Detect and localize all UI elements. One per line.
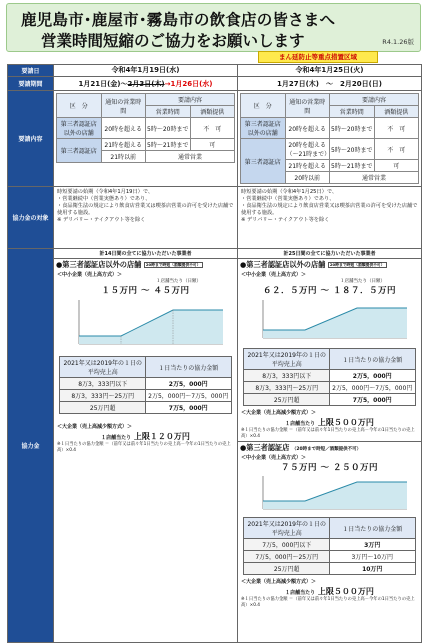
right-large2-limit: １店舗当たり 上限５００万円 <box>285 587 374 596</box>
right-range2: ７５万円 ～ ２５０万円 <box>281 463 378 473</box>
title-banner <box>6 3 421 52</box>
right-range: ６２．５万円 ～ １８７．５万円 <box>263 286 396 296</box>
left-rate-table: 2021年又は2019年の１日の平均売上高 １日当たりの協力金額 8万3，333円以下 2万5，000円 8万3，333円～25万円 2万5，000円～7万5，000円 25万円超 7万5，000円 <box>59 356 231 414</box>
right-term: 1月27日(木) ～ 2月20日(日) <box>238 77 422 91</box>
right-sme2-label: ＜中小企業（売上高方式）＞ <box>241 455 307 461</box>
request-table <box>7 64 422 643</box>
right-section2-title: ●第三者認証店 （20時まで時短／酒類提供不可） <box>238 441 421 454</box>
label-request-date: 要請日 <box>8 65 54 77</box>
left-per-store: １店舗当たり（日額） <box>156 279 201 284</box>
right-payment <box>238 249 422 643</box>
label-request-content: 要請内容 <box>8 91 54 187</box>
left-sme-label: ＜中小企業（売上高方式）＞ <box>57 272 123 278</box>
right-large2-note: ※１日当たりの協力金額 ＝（前年又は前々年1日当たりの売上高－今年の1日当たりの売上高）×0.4 <box>241 597 415 608</box>
right-rate-table2: 2021年又は2019年の１日の平均売上高 １日当たりの協力金額 7万5，000円以下 3万円 7万5，000円～25万円 3万円～10万円 25万円超 10万円 <box>243 517 415 575</box>
right-large-limit: １店舗当たり 上限５００万円 <box>285 418 374 427</box>
version-label: R4.1.26版 <box>382 38 414 46</box>
right-rate-table: 2021年又は2019年の１日の平均売上高 １日当たりの協力金額 8万3，333円以下 2万5，000円 8万3，333円～25万円 2万5，000円～7万5，000円 25万円超 7万5，000円 <box>243 348 415 406</box>
right-section1-title: ●第三者認証店以外の店舗 20時まで時短（酒類提供不可） <box>240 260 385 269</box>
left-payment-graph <box>61 296 231 354</box>
right-payment-graph2 <box>245 473 415 515</box>
label-target: 協力金の対象 <box>8 187 54 249</box>
right-per-store: １店舗当たり（日額） <box>340 279 385 284</box>
right-content <box>238 91 422 187</box>
right-large-label: ＜大企業（売上高減少額方式）＞ <box>241 410 317 416</box>
right-large2-label: ＜大企業（売上高減少額方式）＞ <box>241 579 317 585</box>
right-date: 令和4年1月25日(火) <box>238 65 422 77</box>
left-large-note: ※１日当たりの協力金額 ＝（前年又は前々年1日当たりの売上高－今年の1日当たりの売上高）×0.4 <box>57 442 231 453</box>
left-target: 時短要請の始期（令和4年1月19日）で、 ・営業継続中（営業実態あり）であり、 ・食品衛生法の規定により飲食店営業又は喫茶店営業の許可を受けた店舗で使用する施設。 ※ デリバリー・テイクアウト等を除く <box>54 187 238 249</box>
label-payment: 協力金 <box>8 249 54 643</box>
left-date: 令和4年1月19日(水) <box>54 65 238 77</box>
left-term: 1月21日(金)～2月3日(木)→1月26日(水) <box>54 77 238 91</box>
left-payment <box>54 249 238 643</box>
left-range: １５万円 ～ ４５万円 <box>101 286 190 296</box>
right-large-note: ※１日当たりの協力金額 ＝（前年又は前々年1日当たりの売上高－今年の1日当たりの売上高）×0.4 <box>241 428 415 439</box>
title-line2: 営業時間短縮のご協力をお願いします <box>41 32 305 50</box>
right-sme-label: ＜中小企業（売上高方式）＞ <box>241 272 307 278</box>
left-content-table: 区 分 通知の営業時間 要請内容 営業時間 酒類提供 第三者認証店以外の店舗 20時を超える 5時～20時まで 不 可 第三者認証店 21時を超える 5時～21時まで 可 21時以前 通常営業 <box>56 93 235 163</box>
left-section-title: ●第三者認証店以外の店舗 20時まで時短（酒類提供不可） <box>56 260 201 269</box>
left-cond-note: 計14日間の全てに協力いただいた事業者 <box>54 249 237 259</box>
left-content <box>54 91 238 187</box>
priority-area-tag: まん延防止等重点措置区域 <box>258 51 378 63</box>
left-large-limit: １店舗当たり 上限１２０万円 <box>101 432 190 441</box>
right-content-table: 区 分 通知の営業時間 要請内容 営業時間 酒類提供 第三者認証店以外の店舗 20時を超える 5時～20時まで 不 可 第三者認証店 20時を超える（～21時まで） 5時～20時まで 不 可 21時を超える 5時～21時まで 可 20時以前 通常営業 <box>240 93 419 184</box>
left-large-label: ＜大企業（売上高減少額方式）＞ <box>57 424 133 430</box>
right-cond-note: 計25日間の全てに協力いただいた事業者 <box>238 249 421 259</box>
label-request-term: 要請期間 <box>8 77 54 91</box>
title-line1: 鹿児島市･鹿屋市･霧島市の飲食店の皆さまへ <box>21 11 336 29</box>
right-payment-graph <box>245 296 415 346</box>
right-target: 時短要請の始期（令和4年1月25日）で、 ・営業継続中（営業実態あり）であり、 ・食品衛生法の規定により飲食店営業又は喫茶店営業の許可を受けた店舗で使用する施設。 ※ デリバリー・テイクアウト等を除く <box>238 187 422 249</box>
